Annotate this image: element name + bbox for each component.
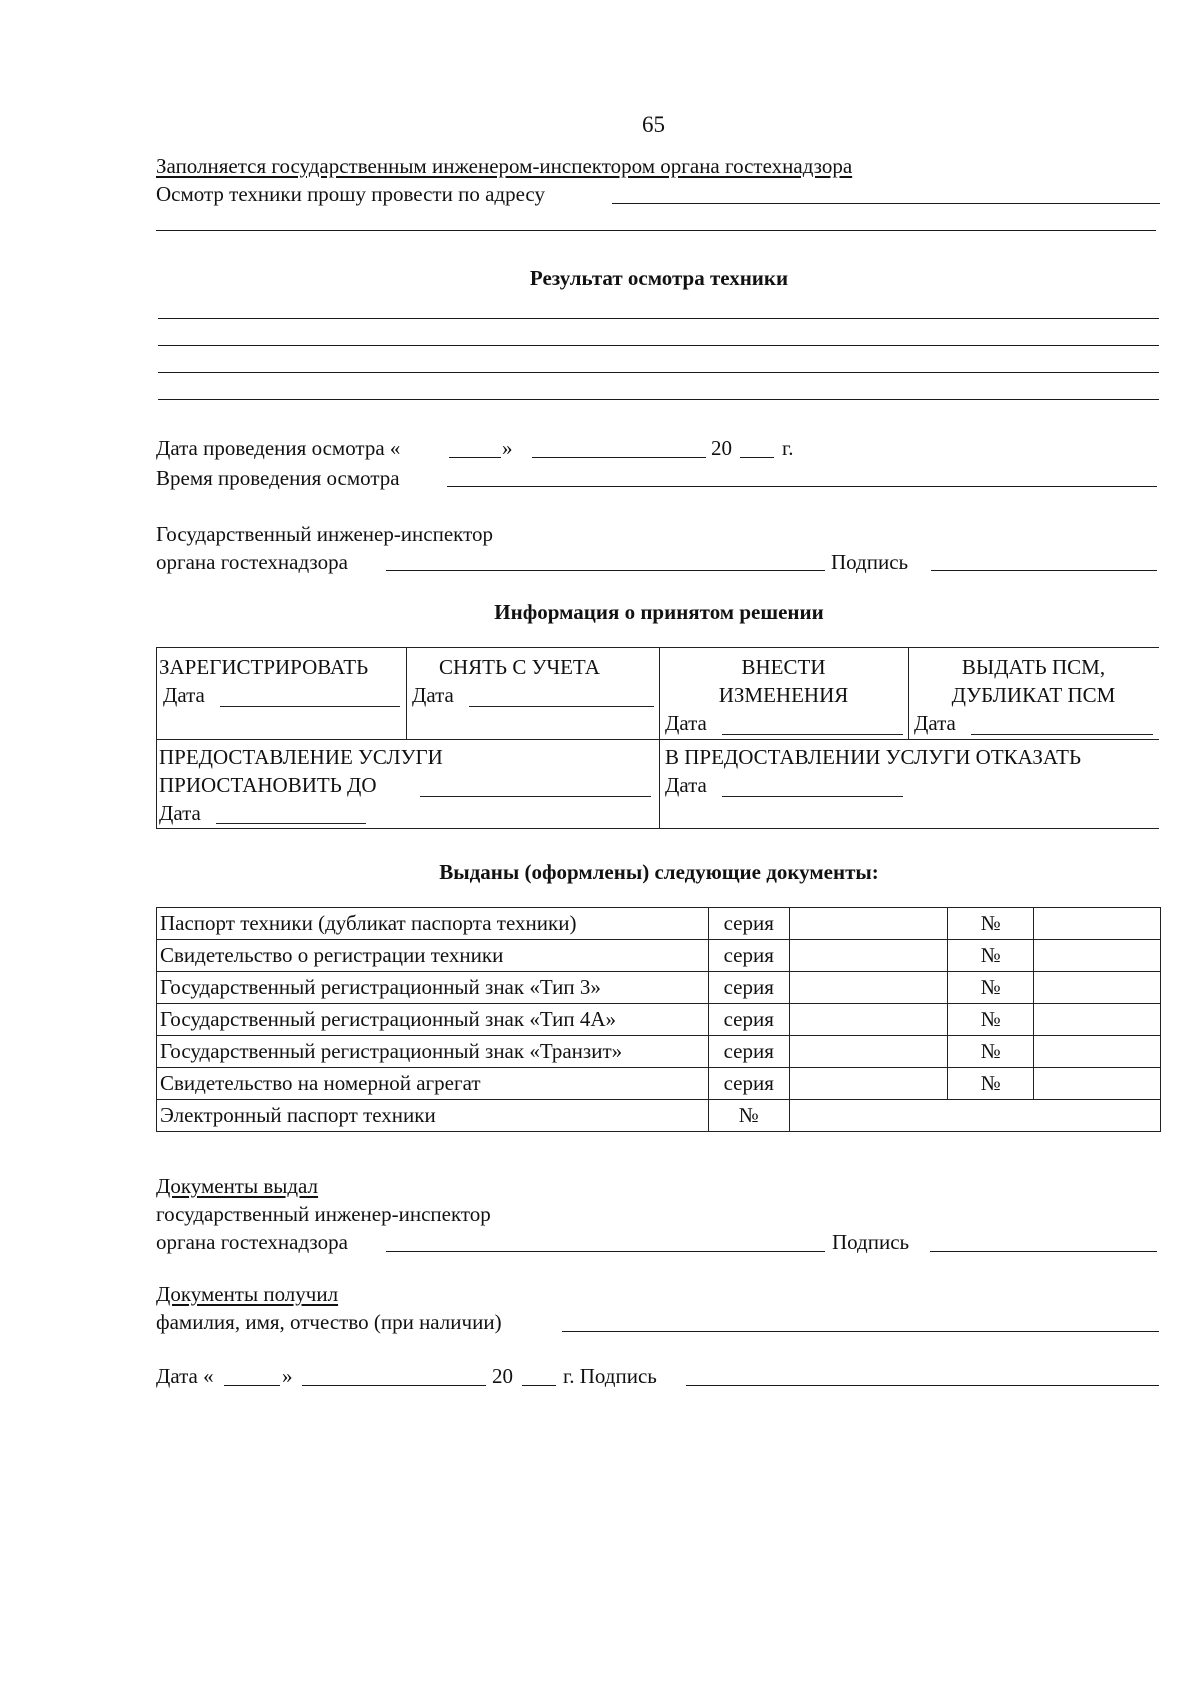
decision-table — [156, 647, 1159, 828]
decision-register-label: ЗАРЕГИСТРИРОВАТЬ — [159, 655, 369, 679]
final-day-field[interactable] — [224, 1385, 280, 1386]
final-year-field[interactable] — [522, 1385, 556, 1386]
issued-by-line-2: органа гостехнадзора — [156, 1230, 348, 1254]
document-number-field[interactable] — [1034, 908, 1161, 940]
decision-suspend-date-label: Дата — [159, 801, 201, 825]
issued-by-title: Документы выдал — [156, 1174, 319, 1198]
decision-table-middle-border — [156, 739, 1159, 740]
document-name: Электронный паспорт техники — [157, 1100, 709, 1132]
document-series-label: серия — [708, 1068, 789, 1100]
decision-refuse-date-field[interactable] — [722, 796, 903, 797]
document-series-field[interactable] — [789, 1068, 948, 1100]
inspector-line-1: Государственный инженер-инспектор — [156, 522, 493, 546]
inspection-day-field[interactable] — [449, 457, 501, 458]
decision-issue-label-line-2: ДУБЛИКАТ ПСМ — [951, 683, 1116, 707]
document-number-field[interactable] — [1034, 940, 1161, 972]
document-number-field[interactable] — [1034, 1004, 1161, 1036]
document-number-label: № — [948, 1036, 1034, 1068]
document-name: Государственный регистрационный знак «Тип 3» — [157, 972, 709, 1004]
inspector-line-2: органа гостехнадзора — [156, 550, 348, 574]
result-title: Результат осмотра техники — [529, 266, 789, 290]
result-line-3[interactable] — [158, 372, 1159, 373]
page-number: 65 — [642, 112, 665, 137]
table-row — [157, 908, 1161, 940]
electronic-passport-number-label: № — [708, 1100, 789, 1132]
decision-changes-date-field[interactable] — [722, 734, 903, 735]
table-row — [157, 1068, 1161, 1100]
decision-refuse-date-label: Дата — [665, 773, 707, 797]
address-field-line-2[interactable] — [156, 230, 1156, 231]
document-number-field[interactable] — [1034, 972, 1161, 1004]
document-name: Государственный регистрационный знак «Тип 4А» — [157, 1004, 709, 1036]
received-by-name-field[interactable] — [562, 1331, 1159, 1332]
document-name: Государственный регистрационный знак «Транзит» — [157, 1036, 709, 1068]
decision-issue-date-label: Дата — [914, 711, 956, 735]
documents-title: Выданы (оформлены) следующие документы: — [439, 860, 879, 884]
decision-register-date-field[interactable] — [220, 706, 400, 707]
inspection-date-close-quote: » — [502, 436, 513, 460]
received-by-name-label: фамилия, имя, отчество (при наличии) — [156, 1310, 502, 1334]
document-number-field[interactable] — [1034, 1036, 1161, 1068]
decision-suspend-label-line-1: ПРЕДОСТАВЛЕНИЕ УСЛУГИ — [159, 745, 443, 769]
document-number-label: № — [948, 940, 1034, 972]
issued-by-signature-label: Подпись — [832, 1230, 910, 1254]
inspection-address-label: Осмотр техники прошу провести по адресу — [156, 182, 545, 206]
decision-suspend-date-field[interactable] — [216, 823, 366, 824]
document-number-label: № — [948, 908, 1034, 940]
decision-suspend-until-field[interactable] — [420, 796, 651, 797]
inspector-name-field[interactable] — [386, 570, 825, 571]
document-series-label: серия — [708, 908, 789, 940]
decision-table-divider-1 — [406, 647, 407, 739]
document-series-field[interactable] — [789, 908, 948, 940]
final-signature-field[interactable] — [686, 1385, 1159, 1386]
decision-changes-date-label: Дата — [665, 711, 707, 735]
inspector-signature-field[interactable] — [931, 570, 1157, 571]
decision-issue-date-field[interactable] — [971, 734, 1153, 735]
document-series-field[interactable] — [789, 1004, 948, 1036]
document-name: Свидетельство на номерной агрегат — [157, 1068, 709, 1100]
issued-by-name-field[interactable] — [386, 1251, 825, 1252]
document-name: Паспорт техники (дубликат паспорта техники) — [157, 908, 709, 940]
final-date-label: Дата « — [156, 1364, 214, 1388]
inspection-month-field[interactable] — [532, 457, 706, 458]
table-row — [157, 1100, 1161, 1132]
document-series-field[interactable] — [789, 940, 948, 972]
table-row — [157, 972, 1161, 1004]
decision-table-top-border — [156, 647, 1159, 648]
electronic-passport-number-field[interactable] — [789, 1100, 1160, 1132]
final-signature-label: г. Подпись — [563, 1364, 657, 1388]
document-series-label: серия — [708, 1036, 789, 1068]
document-number-label: № — [948, 972, 1034, 1004]
inspection-year-field[interactable] — [740, 457, 774, 458]
decision-table-bottom-border — [156, 828, 1159, 829]
final-year-prefix: 20 — [492, 1364, 513, 1388]
result-line-4[interactable] — [158, 399, 1159, 400]
decision-changes-label-line-2: ИЗМЕНЕНИЯ — [718, 683, 849, 707]
result-line-1[interactable] — [158, 318, 1159, 319]
decision-title: Информация о принятом решении — [494, 600, 824, 624]
final-month-field[interactable] — [302, 1385, 486, 1386]
inspector-signature-label: Подпись — [831, 550, 909, 574]
document-number-field[interactable] — [1034, 1068, 1161, 1100]
table-row — [157, 1004, 1161, 1036]
issued-by-signature-field[interactable] — [930, 1251, 1157, 1252]
decision-suspend-label-line-2: ПРИОСТАНОВИТЬ ДО — [159, 773, 377, 797]
document-series-field[interactable] — [789, 972, 948, 1004]
document-series-label: серия — [708, 1004, 789, 1036]
decision-deregister-label: СНЯТЬ С УЧЕТА — [439, 655, 600, 679]
document-series-field[interactable] — [789, 1036, 948, 1068]
result-line-2[interactable] — [158, 345, 1159, 346]
document-number-label: № — [948, 1068, 1034, 1100]
table-row — [157, 1036, 1161, 1068]
address-field-line-1[interactable] — [612, 203, 1160, 204]
inspection-year-suffix: г. — [782, 436, 794, 460]
header-note: Заполняется государственным инженером-инспектором органа гостехнадзора — [156, 154, 853, 178]
document-series-label: серия — [708, 940, 789, 972]
document-series-label: серия — [708, 972, 789, 1004]
table-row — [157, 940, 1161, 972]
decision-table-left-border — [156, 647, 157, 828]
inspection-time-field[interactable] — [447, 486, 1157, 487]
decision-refuse-label: В ПРЕДОСТАВЛЕНИИ УСЛУГИ ОТКАЗАТЬ — [665, 745, 1082, 769]
decision-issue-label-line-1: ВЫДАТЬ ПСМ, — [961, 655, 1106, 679]
documents-table — [156, 907, 1161, 1132]
received-by-title: Документы получил — [156, 1282, 339, 1306]
final-date-close-quote: » — [282, 1364, 293, 1388]
inspection-date-label: Дата проведения осмотра « — [156, 436, 401, 460]
inspection-time-label: Время проведения осмотра — [156, 466, 400, 490]
decision-deregister-date-field[interactable] — [469, 706, 654, 707]
inspection-year-prefix: 20 — [711, 436, 732, 460]
issued-by-line-1: государственный инженер-инспектор — [156, 1202, 491, 1226]
decision-register-date-label: Дата — [163, 683, 205, 707]
document-number-label: № — [948, 1004, 1034, 1036]
document-name: Свидетельство о регистрации техники — [157, 940, 709, 972]
decision-changes-label-line-1: ВНЕСТИ — [741, 655, 826, 679]
decision-deregister-date-label: Дата — [412, 683, 454, 707]
